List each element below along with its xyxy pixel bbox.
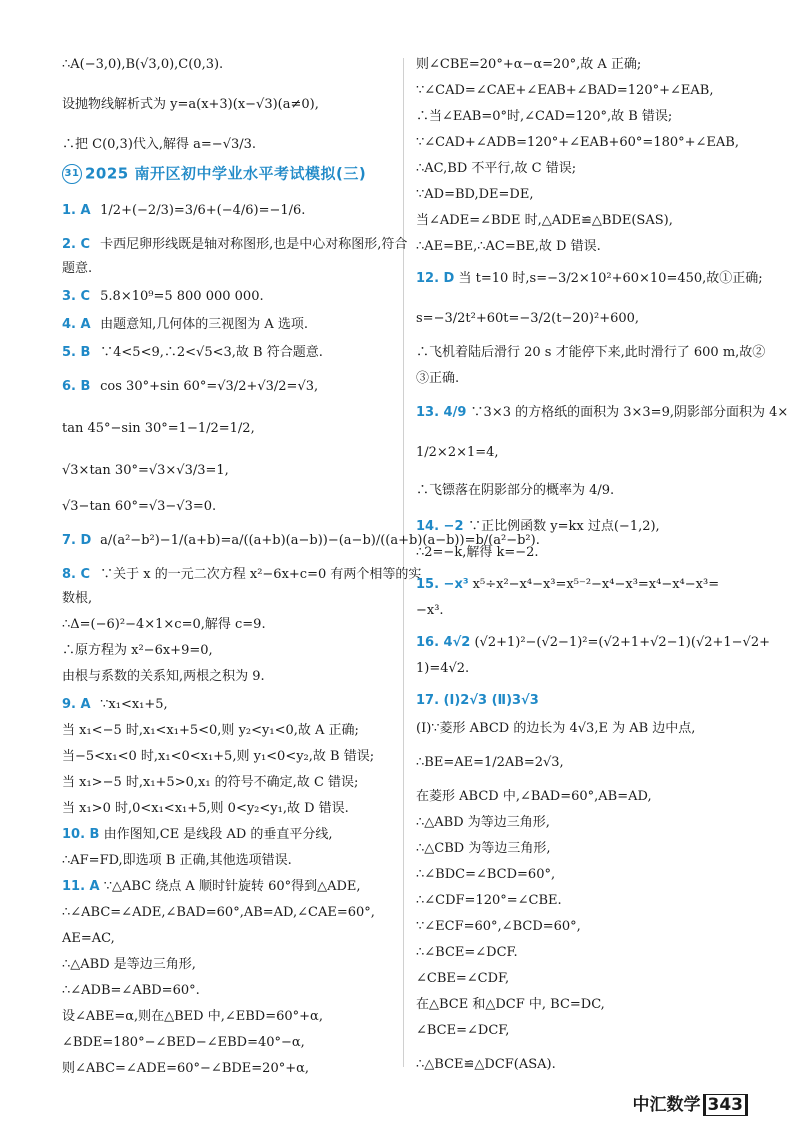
solution-text: ∴BE=AE=1/2AB=2√3, bbox=[416, 755, 564, 770]
answer-line bbox=[62, 288, 264, 306]
answer-line bbox=[62, 378, 318, 396]
solution-text: 设∠ABE=α,则在△BED 中,∠EBD=60°+α, bbox=[62, 1009, 323, 1024]
answer-line bbox=[62, 800, 349, 818]
solution-text: tan 45°−sin 30°=1−1/2=1/2, bbox=[62, 421, 255, 436]
answer-line bbox=[62, 236, 407, 254]
solution-text: ∴把 C(0,3)代入,解得 a=−√3/3. bbox=[62, 137, 257, 152]
answer-line bbox=[416, 634, 770, 652]
solution-text: 在△BCE 和△DCF 中, BC=DC, bbox=[416, 997, 605, 1012]
section-heading bbox=[62, 164, 366, 184]
solution-text: ∵x₁<x₁+5, bbox=[100, 697, 168, 712]
answer-line bbox=[416, 482, 614, 500]
answer-line bbox=[416, 160, 576, 178]
solution-text: ∴飞机着陆后滑行 20 s 才能停下来,此时滑行了 600 m,故② bbox=[416, 345, 766, 360]
question-answer-label: 2. C bbox=[62, 237, 91, 252]
question-answer-label: 6. B bbox=[62, 379, 91, 394]
solution-text: ∴AE=BE,∴AC=BE,故 D 错误. bbox=[416, 239, 601, 254]
footer-brand: 中汇数学 bbox=[632, 1095, 701, 1115]
solution-text: 当−5<x₁<0 时,x₁<0<x₁+5,则 y₁<0<y₂,故 B 错误; bbox=[62, 749, 375, 764]
solution-text: ∵∠ECF=60°,∠BCD=60°, bbox=[416, 919, 581, 934]
answer-line bbox=[416, 918, 581, 936]
answer-line bbox=[416, 754, 564, 772]
answer-line bbox=[62, 566, 421, 584]
question-answer-label: 12. D bbox=[416, 271, 455, 286]
answer-line bbox=[416, 840, 550, 858]
question-answer-label: 14. −2 bbox=[416, 519, 464, 534]
question-answer-label: 10. B bbox=[62, 827, 100, 842]
solution-text: ∴∠BDC=∠BCD=60°, bbox=[416, 867, 556, 882]
solution-text: ∠BCE=∠DCF, bbox=[416, 1023, 510, 1038]
answer-line bbox=[416, 212, 673, 230]
solution-text: 由题意知,几何体的三视图为 A 选项. bbox=[100, 317, 309, 332]
answer-line bbox=[416, 996, 605, 1014]
column-divider bbox=[403, 58, 404, 1067]
solution-text: ∵AD=BD,DE=DE, bbox=[416, 187, 534, 202]
answer-line bbox=[62, 642, 213, 660]
answer-line bbox=[416, 576, 719, 594]
solution-text: (√2+1)²−(√2−1)²=(√2+1+√2−1)(√2+1−√2+ bbox=[474, 635, 771, 650]
answer-line bbox=[416, 720, 695, 738]
solution-text: ∵∠CAD=∠CAE+∠EAB+∠BAD=120°+∠EAB, bbox=[416, 83, 714, 98]
solution-text: 5.8×10⁹=5 800 000 000. bbox=[100, 289, 264, 304]
solution-text: cos 30°+sin 60°=√3/2+√3/2=√3, bbox=[100, 379, 319, 394]
answer-line bbox=[62, 316, 308, 334]
solution-text: ∵关于 x 的一元二次方程 x²−6x+c=0 有两个相等的实 bbox=[100, 567, 422, 582]
answer-line bbox=[416, 1056, 556, 1074]
answer-line bbox=[416, 660, 469, 678]
solution-text: 1/2+(−2/3)=3/6+(−4/6)=−1/6. bbox=[100, 203, 306, 218]
answer-line bbox=[62, 748, 374, 766]
solution-text: ③正确. bbox=[416, 371, 460, 386]
solution-text: 由作图知,CE 是线段 AD 的垂直平分线, bbox=[103, 827, 333, 842]
page-footer bbox=[633, 1090, 749, 1115]
solution-text: 当 x₁<−5 时,x₁<x₁+5<0,则 y₂<y₁<0,故 A 正确; bbox=[62, 723, 359, 738]
answer-line bbox=[62, 344, 323, 362]
solution-text: 则∠CBE=20°+α−α=20°,故 A 正确; bbox=[416, 57, 642, 72]
answer-line bbox=[62, 1060, 309, 1078]
answer-line bbox=[62, 420, 255, 438]
question-answer-label: 3. C bbox=[62, 289, 91, 304]
answer-line bbox=[62, 136, 256, 154]
answer-line bbox=[62, 904, 375, 922]
solution-text: ∵3×3 的方格纸的面积为 3×3=9,阴影部分面积为 4× bbox=[470, 405, 789, 420]
answer-line bbox=[416, 692, 539, 710]
question-answer-label: 8. C bbox=[62, 567, 91, 582]
question-answer-label: 16. 4√2 bbox=[416, 635, 471, 650]
solution-text: s=−3/2t²+60t=−3/2(t−20)²+600, bbox=[416, 311, 640, 326]
answer-line bbox=[416, 814, 550, 832]
answer-line bbox=[416, 56, 641, 74]
question-answer-label: 7. D bbox=[62, 533, 92, 548]
solution-text: ∵△ABC 绕点 A 顺时针旋转 60°得到△ADE, bbox=[103, 879, 361, 894]
section-number-badge: 31 bbox=[62, 164, 82, 184]
solution-text: (Ⅰ)∵菱形 ABCD 的边长为 4√3,E 为 AB 边中点, bbox=[416, 721, 696, 736]
solution-text: ∴△BCE≌△DCF(ASA). bbox=[416, 1057, 556, 1072]
solution-text: 由根与系数的关系知,两根之积为 9. bbox=[62, 669, 265, 684]
page-number: 343 bbox=[703, 1094, 749, 1116]
answer-line bbox=[62, 590, 92, 608]
solution-text: x⁵÷x²−x⁴−x³=x⁵⁻²−x⁴−x³=x⁴−x⁴−x³= bbox=[472, 577, 720, 592]
answer-line bbox=[62, 668, 265, 686]
solution-text: ∴AF=FD,即选项 B 正确,其他选项错误. bbox=[62, 853, 292, 868]
solution-text: √3×tan 30°=√3×√3/3=1, bbox=[62, 463, 229, 478]
answer-line bbox=[62, 722, 359, 740]
question-answer-label: 17. (Ⅰ)2√3 (Ⅱ)3√3 bbox=[416, 693, 539, 708]
solution-text: ∴△ABD 是等边三角形, bbox=[62, 957, 196, 972]
answer-line bbox=[416, 370, 459, 388]
solution-text: 当 t=10 时,s=−3/2×10²+60×10=450,故①正确; bbox=[458, 271, 763, 286]
answer-line bbox=[62, 56, 223, 74]
solution-text: a/(a²−b²)−1/(a+b)=a/((a+b)(a−b))−(a−b)/((a+b)(a−b))=b/(a²−b²). bbox=[100, 533, 540, 548]
answer-line bbox=[62, 982, 200, 1000]
answer-line bbox=[416, 518, 660, 536]
answer-line bbox=[416, 544, 539, 562]
answer-line bbox=[62, 1034, 305, 1052]
answer-line bbox=[62, 826, 333, 844]
solution-text: 当∠ADE=∠BDE 时,△ADE≌△BDE(SAS), bbox=[416, 213, 673, 228]
answer-line bbox=[416, 970, 509, 988]
answer-line bbox=[416, 602, 444, 620]
answer-line bbox=[62, 96, 319, 114]
answer-line bbox=[62, 616, 266, 634]
solution-text: √3−tan 60°=√3−√3=0. bbox=[62, 499, 217, 514]
answer-line bbox=[62, 202, 305, 220]
question-answer-label: 4. A bbox=[62, 317, 91, 332]
solution-text: ∵正比例函数 y=kx 过点(−1,2), bbox=[468, 519, 660, 534]
solution-text: 在菱形 ABCD 中,∠BAD=60°,AB=AD, bbox=[416, 789, 652, 804]
answer-line bbox=[416, 404, 788, 422]
answer-line bbox=[416, 944, 518, 962]
answer-line bbox=[62, 260, 92, 278]
answer-line bbox=[416, 134, 739, 152]
solution-text: 1)=4√2. bbox=[416, 661, 470, 676]
question-answer-label: 15. −x³ bbox=[416, 577, 469, 592]
solution-text: 数根, bbox=[62, 591, 93, 606]
solution-text: ∴AC,BD 不平行,故 C 错误; bbox=[416, 161, 577, 176]
solution-text: ∴2=−k,解得 k=−2. bbox=[416, 545, 539, 560]
answer-line bbox=[416, 866, 555, 884]
solution-text: ∵∠CAD+∠ADB=120°+∠EAB+60°=180°+∠EAB, bbox=[416, 135, 739, 150]
answer-line bbox=[416, 82, 713, 100]
solution-text: ∴A(−3,0),B(√3,0),C(0,3). bbox=[62, 57, 224, 72]
question-answer-label: 11. A bbox=[62, 879, 100, 894]
solution-text: −x³. bbox=[416, 603, 444, 618]
solution-text: ∠BDE=180°−∠BED−∠EBD=40°−α, bbox=[62, 1035, 305, 1050]
solution-text: ∴△CBD 为等边三角形, bbox=[416, 841, 551, 856]
solution-text: ∴飞镖落在阴影部分的概率为 4/9. bbox=[416, 483, 615, 498]
solution-text: ∠CBE=∠CDF, bbox=[416, 971, 510, 986]
answer-line bbox=[62, 498, 216, 516]
answer-line bbox=[416, 270, 763, 288]
solution-text: ∴Δ=(−6)²−4×1×c=0,解得 c=9. bbox=[62, 617, 266, 632]
answer-line bbox=[416, 444, 499, 462]
answer-line bbox=[416, 108, 672, 126]
solution-text: AE=AC, bbox=[62, 931, 115, 946]
solution-text: 1/2×2×1=4, bbox=[416, 445, 499, 460]
solution-text: 2025 南开区初中学业水平考试模拟(三) bbox=[85, 164, 367, 183]
solution-text: 当 x₁>0 时,0<x₁<x₁+5,则 0<y₂<y₁,故 D 错误. bbox=[62, 801, 349, 816]
solution-text: ∴∠BCE=∠DCF. bbox=[416, 945, 518, 960]
solution-text: ∵4<5<9,∴2<√5<3,故 B 符合题意. bbox=[100, 345, 323, 360]
answer-line bbox=[62, 852, 292, 870]
solution-text: ∴原方程为 x²−6x+9=0, bbox=[62, 643, 213, 658]
answer-line bbox=[62, 956, 196, 974]
answer-line bbox=[416, 310, 639, 328]
solution-text: ∴△ABD 为等边三角形, bbox=[416, 815, 550, 830]
solution-text: 题意. bbox=[62, 261, 93, 276]
answer-line bbox=[416, 344, 765, 362]
question-answer-label: 1. A bbox=[62, 203, 91, 218]
solution-text: ∴∠ABC=∠ADE,∠BAD=60°,AB=AD,∠CAE=60°, bbox=[62, 905, 375, 920]
solution-text: 设抛物线解析式为 y=a(x+3)(x−√3)(a≠0), bbox=[62, 97, 319, 112]
solution-text: 当 x₁>−5 时,x₁+5>0,x₁ 的符号不确定,故 C 错误; bbox=[62, 775, 359, 790]
answer-line bbox=[62, 878, 361, 896]
answer-line bbox=[62, 1008, 323, 1026]
solution-text: ∴∠CDF=120°=∠CBE. bbox=[416, 893, 562, 908]
answer-line bbox=[416, 892, 562, 910]
solution-text: ∴∠ADB=∠ABD=60°. bbox=[62, 983, 200, 998]
question-answer-label: 13. 4/9 bbox=[416, 405, 467, 420]
solution-text: ∴当∠EAB=0°时,∠CAD=120°,故 B 错误; bbox=[416, 109, 673, 124]
answer-line bbox=[62, 774, 358, 792]
solution-text: 则∠ABC=∠ADE=60°−∠BDE=20°+α, bbox=[62, 1061, 310, 1076]
solution-text: 卡西尼卵形线既是轴对称图形,也是中心对称图形,符合 bbox=[100, 237, 408, 252]
answer-line bbox=[416, 788, 652, 806]
answer-line bbox=[416, 1022, 509, 1040]
question-answer-label: 9. A bbox=[62, 697, 91, 712]
answer-line bbox=[62, 462, 229, 480]
answer-line bbox=[416, 238, 601, 256]
question-answer-label: 5. B bbox=[62, 345, 91, 360]
answer-line bbox=[62, 930, 115, 948]
answer-line bbox=[416, 186, 533, 204]
answer-line bbox=[62, 696, 168, 714]
